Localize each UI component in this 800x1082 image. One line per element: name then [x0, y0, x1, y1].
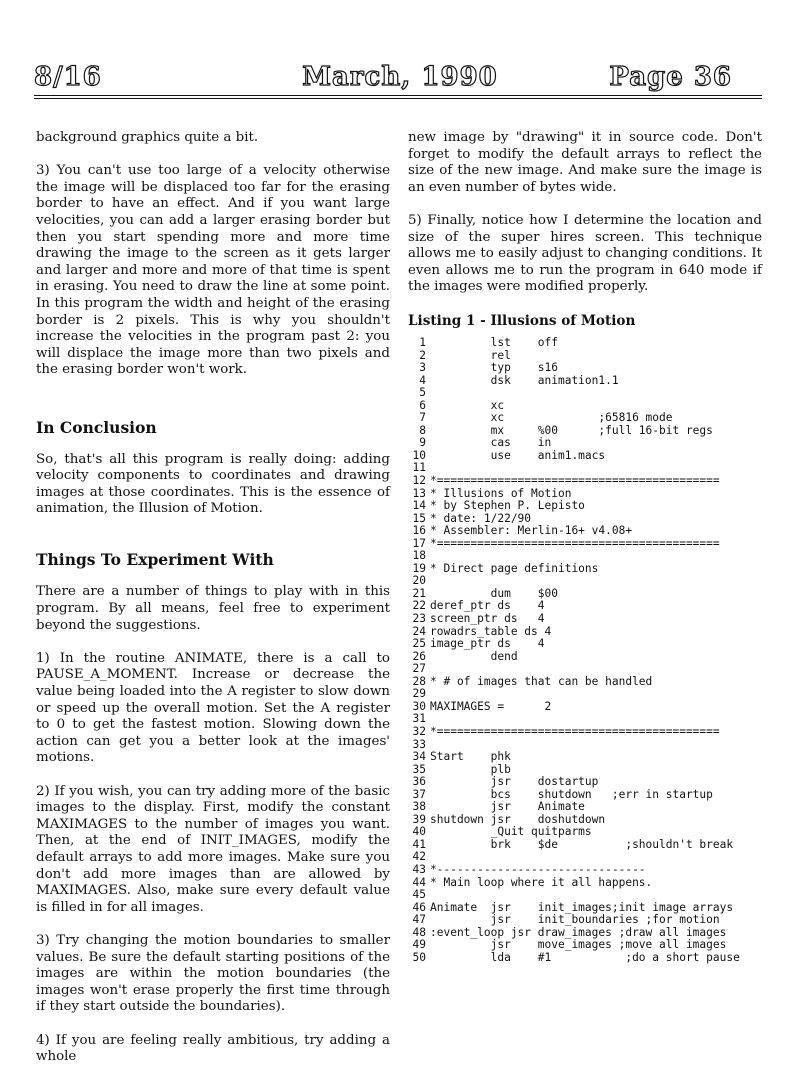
code-line: [398, 839, 768, 852]
code-line: [398, 776, 768, 789]
code-line: [398, 538, 768, 551]
paragraph: 3) Try changing the motion boundaries to smaller values. Be sure the default starting positions of the images are within the motion boundaries (the images won't erase properly the first time through if they start outside the boundaries).: [36, 932, 390, 1015]
line-number: 40: [412, 825, 426, 839]
line-number: 9: [419, 436, 426, 450]
line-number: 31: [412, 712, 426, 726]
code-text: * date: 1/22/90: [430, 511, 532, 525]
code-line: [398, 914, 768, 927]
line-number: 10: [412, 448, 426, 462]
code-line: [398, 864, 768, 877]
code-line: [398, 500, 768, 513]
line-number: 38: [412, 800, 426, 814]
code-text: * Direct page definitions: [430, 561, 599, 575]
line-number: 6: [419, 398, 426, 412]
code-text: rowadrs_table ds 4: [430, 624, 552, 638]
code-text: * Assembler: Merlin-16+ v4.08+: [430, 524, 633, 538]
line-number: 42: [412, 850, 426, 864]
code-line: [398, 751, 768, 764]
header-rule-bottom: [34, 98, 762, 99]
paragraph: 3) You can't use too large of a velocity otherwise the image will be displaced too far for the erasing border to have an effect. And if you want large velocities, you can add a larger erasing border but then you start spending more and more time drawing the image to the screen as it gets larger and larger and more and more of that time is spent in erasing. You need to draw the line at some point. In this program the width and height of the erasing border is 2 pixels. This is why you shouldn't increase the velocities in the program past 2: you will displace the image more than two pixels and the erasing border won't work.: [36, 163, 390, 378]
line-number: 1: [419, 336, 426, 349]
code-text: brk $de ;shouldn't break: [430, 837, 734, 851]
code-text: * by Stephen P. Lepisto: [430, 499, 585, 513]
right-column: [408, 130, 762, 329]
line-number: 2: [419, 348, 426, 362]
line-number: 23: [412, 612, 426, 626]
section-heading-conclusion: In Conclusion: [36, 417, 157, 437]
line-number: 7: [419, 411, 426, 425]
code-listing: [398, 337, 768, 964]
line-number: 47: [412, 913, 426, 927]
code-text: * # of images that can be handled: [430, 674, 653, 688]
code-line: [398, 676, 768, 689]
paragraph: 5) Finally, notice how I determine the location and size of the super hires screen. This technique allows me to easily adjust to changing conditions. It even allows me to run the program in 640 mode if the images were modified properly.: [408, 212, 762, 295]
line-number: 11: [412, 461, 426, 475]
code-text: plb: [430, 762, 511, 776]
code-text: xc: [430, 398, 505, 412]
code-line: [398, 412, 768, 425]
code-line: [398, 475, 768, 488]
line-number: 28: [412, 674, 426, 688]
line-number: 21: [412, 586, 426, 600]
section-heading-experiment: Things To Experiment With: [36, 550, 274, 570]
code-text: deref_ptr ds 4: [430, 599, 545, 613]
paragraph: 4) If you are feeling really ambitious, try adding a whole: [36, 1032, 390, 1065]
code-text: lst off: [430, 336, 558, 349]
code-text: mx %00 ;full 16-bit regs: [430, 423, 713, 437]
paragraph: There are a number of things to play with in this program. By all means, feel free to experiment beyond the suggestions.: [36, 584, 390, 633]
code-line: [398, 952, 768, 965]
line-number: 8: [419, 423, 426, 437]
code-text: cas in: [430, 436, 552, 450]
line-number: 35: [412, 762, 426, 776]
code-text: jsr move_images ;move all images: [430, 938, 727, 952]
code-text: Start phk: [430, 750, 511, 764]
code-text: Animate jsr init_images;init image arrays: [430, 900, 734, 914]
code-line: [398, 889, 768, 902]
line-number: 37: [412, 787, 426, 801]
line-number: 25: [412, 637, 426, 651]
code-text: dsk animation1.1: [430, 373, 619, 387]
code-text: shutdown jsr doshutdown: [430, 812, 606, 826]
code-line: [398, 638, 768, 651]
code-text: screen_ptr ds 4: [430, 612, 545, 626]
line-number: 14: [412, 499, 426, 513]
code-text: *==========================================: [430, 724, 720, 738]
code-line: [398, 701, 768, 714]
code-line: [398, 450, 768, 463]
code-line: [398, 826, 768, 839]
code-text: jsr init_boundaries ;for motion: [430, 913, 720, 927]
issue-date: March, 1990: [302, 62, 498, 92]
code-text: dum $00: [430, 586, 558, 600]
line-number: 50: [412, 950, 426, 964]
code-line: [398, 387, 768, 400]
code-text: dend: [430, 649, 518, 663]
line-number: 4: [419, 373, 426, 387]
line-number: 34: [412, 750, 426, 764]
paragraph: background graphics quite a bit.: [36, 130, 259, 145]
line-number: 13: [412, 486, 426, 500]
line-number: 48: [412, 925, 426, 939]
code-line: [398, 663, 768, 676]
code-text: *==========================================: [430, 536, 720, 550]
code-text: *==========================================: [430, 474, 720, 488]
code-text: * Illusions of Motion: [430, 486, 572, 500]
code-line: [398, 550, 768, 563]
code-text: image_ptr ds 4: [430, 637, 545, 651]
issue-number: 8/16: [34, 62, 102, 92]
code-line: [398, 613, 768, 626]
code-line: [398, 939, 768, 952]
line-number: 27: [412, 662, 426, 676]
left-column: [36, 130, 390, 1082]
code-text: MAXIMAGES = 2: [430, 699, 552, 713]
code-text: lda #1 ;do a short pause: [430, 950, 740, 964]
line-number: 46: [412, 900, 426, 914]
line-number: 43: [412, 862, 426, 876]
line-number: 45: [412, 888, 426, 902]
line-number: 15: [412, 511, 426, 525]
code-line: [398, 801, 768, 814]
code-text: *-------------------------------: [430, 862, 646, 876]
line-number: 39: [412, 812, 426, 826]
line-number: 3: [419, 361, 426, 375]
line-number: 18: [412, 549, 426, 563]
code-line: [398, 362, 768, 375]
paragraph: 2) If you wish, you can try adding more of the basic images to the display. First, modify the constant MAXIMAGES to the number of images you want. Then, at the end of INIT_IMAGES, modify the default arrays to add more images. Make sure you don't add more images than are allowed by MAXIMAGES. Also, make sure every default value is filled in for all images.: [36, 783, 390, 915]
line-number: 32: [412, 724, 426, 738]
listing-title: Listing 1 - Illusions of Motion: [408, 312, 636, 329]
line-number: 22: [412, 599, 426, 613]
code-text: typ s16: [430, 361, 558, 375]
code-line: [398, 337, 768, 350]
line-number: 44: [412, 875, 426, 889]
line-number: 36: [412, 775, 426, 789]
line-number: 49: [412, 938, 426, 952]
code-text: * Main loop where it all happens.: [430, 875, 653, 889]
line-number: 26: [412, 649, 426, 663]
code-line: [398, 651, 768, 664]
line-number: 5: [419, 386, 426, 400]
header-rule-top: [34, 95, 762, 96]
code-line: [398, 688, 768, 701]
code-text: jsr dostartup: [430, 775, 599, 789]
paragraph: So, that's all this program is really doing: adding velocity components to coordinates and drawing images at those coordinates. This is the essence of animation, the Illusion of Motion.: [36, 451, 390, 517]
line-number: 19: [412, 561, 426, 575]
code-line: [398, 375, 768, 388]
paragraph: 1) In the routine ANIMATE, there is a call to PAUSE_A_MOMENT. Increase or decrease the value being loaded into the A register to slow down or speed up the overall motion. Set the A register to 0 to get the fastest motion. Slowing down the action can get you a better look at the images' motions.: [36, 650, 390, 766]
line-number: 20: [412, 574, 426, 588]
code-text: jsr Animate: [430, 800, 585, 814]
code-text: bcs shutdown ;err in startup: [430, 787, 713, 801]
line-number: 41: [412, 837, 426, 851]
code-line: [398, 525, 768, 538]
line-number: 24: [412, 624, 426, 638]
line-number: 29: [412, 687, 426, 701]
code-text: _Quit quitparms: [430, 825, 592, 839]
line-number: 30: [412, 699, 426, 713]
code-text: xc ;65816 mode: [430, 411, 673, 425]
line-number: 12: [412, 474, 426, 488]
line-number: 17: [412, 536, 426, 550]
code-text: :event_loop jsr draw_images ;draw all images: [430, 925, 727, 939]
code-line: [398, 877, 768, 890]
code-text: use anim1.macs: [430, 448, 606, 462]
code-line: [398, 563, 768, 576]
code-line: [398, 726, 768, 739]
line-number: 16: [412, 524, 426, 538]
page-number: Page 36: [609, 62, 732, 92]
line-number: 33: [412, 737, 426, 751]
code-text: rel: [430, 348, 511, 362]
paragraph: new image by "drawing" it in source code. Don't forget to modify the default arrays to reflect the size of the new image. And make sure the image is an even number of bytes wide.: [408, 130, 762, 195]
